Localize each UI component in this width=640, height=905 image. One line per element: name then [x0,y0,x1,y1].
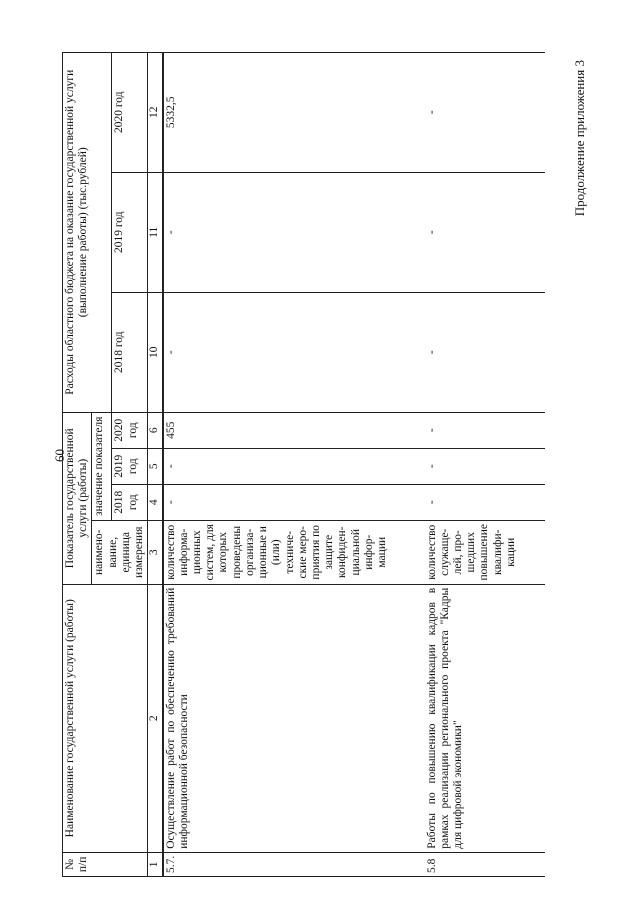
row-value-2018: - [163,484,425,520]
header-indicator-group: Показатель государственной услуги (работы) [63,412,92,584]
header-ind-2019: 2019 год [112,448,148,484]
row-expense-2018: - [163,292,425,412]
table-row [163,52,425,876]
col-number: 1 [148,852,163,876]
row-value-2019: - [163,448,425,484]
header-indicator-values: значение показателя [92,412,112,520]
row-expense-2018: - [425,292,545,412]
row-service-name: Работы по повышению квалификации кадров в рамках реализации регионального проекта "Кадры для цифровой экономики" [425,584,545,852]
header-ind-2018: 2018 год [112,484,148,520]
col-number: 3 [148,520,163,584]
header-num: № п/п [63,852,148,876]
col-number: 4 [148,484,163,520]
appendix-label: Продолжение приложения 3 [572,60,587,217]
row-value-2020: - [425,412,545,448]
row-value-2018: - [425,484,545,520]
row-value-2019: - [425,448,545,484]
row-expense-2020: - [425,52,545,172]
row-value-2020: 455 [163,412,425,448]
header-indicator-name: наимено-вание, единица измерения [92,520,148,584]
row-indicator: количество служаще-лей, про-шедших повышение квалифи-кации [425,520,545,584]
header-exp-2019: 2019 год [112,172,148,292]
row-expense-2019: - [163,172,425,292]
services-table [62,52,545,877]
row-indicator: количество информа-ционных систем, для которых проведены организа-ционные и (или) техниче-ские меро-приятия по защите конфиден-циальной инфор-мации [163,520,425,584]
row-num: 5.7. [163,852,425,876]
col-number: 10 [148,292,163,412]
col-number: 11 [148,172,163,292]
table-row [425,52,545,876]
page-number: 60 [52,449,67,462]
row-expense-2019: - [425,172,545,292]
row-num: 5.8 [425,852,545,876]
col-number: 5 [148,448,163,484]
header-exp-2018: 2018 год [112,292,148,412]
header-expenses-group: Расходы областного бюджета на оказание государственной услуги (выполнение работы) (тыс.рублей) [63,52,112,412]
column-number-row [148,52,163,876]
header-ind-2020: 2020 год [112,412,148,448]
header-exp-2020: 2020 год [112,52,148,172]
row-service-name: Осуществление работ по обеспечению требований информационной безопасности [163,584,425,852]
col-number: 12 [148,52,163,172]
row-expense-2020: 5332,5 [163,52,425,172]
header-service-name: Наименование государственной услуги (работы) [63,584,148,852]
col-number: 2 [148,584,163,852]
col-number: 6 [148,412,163,448]
